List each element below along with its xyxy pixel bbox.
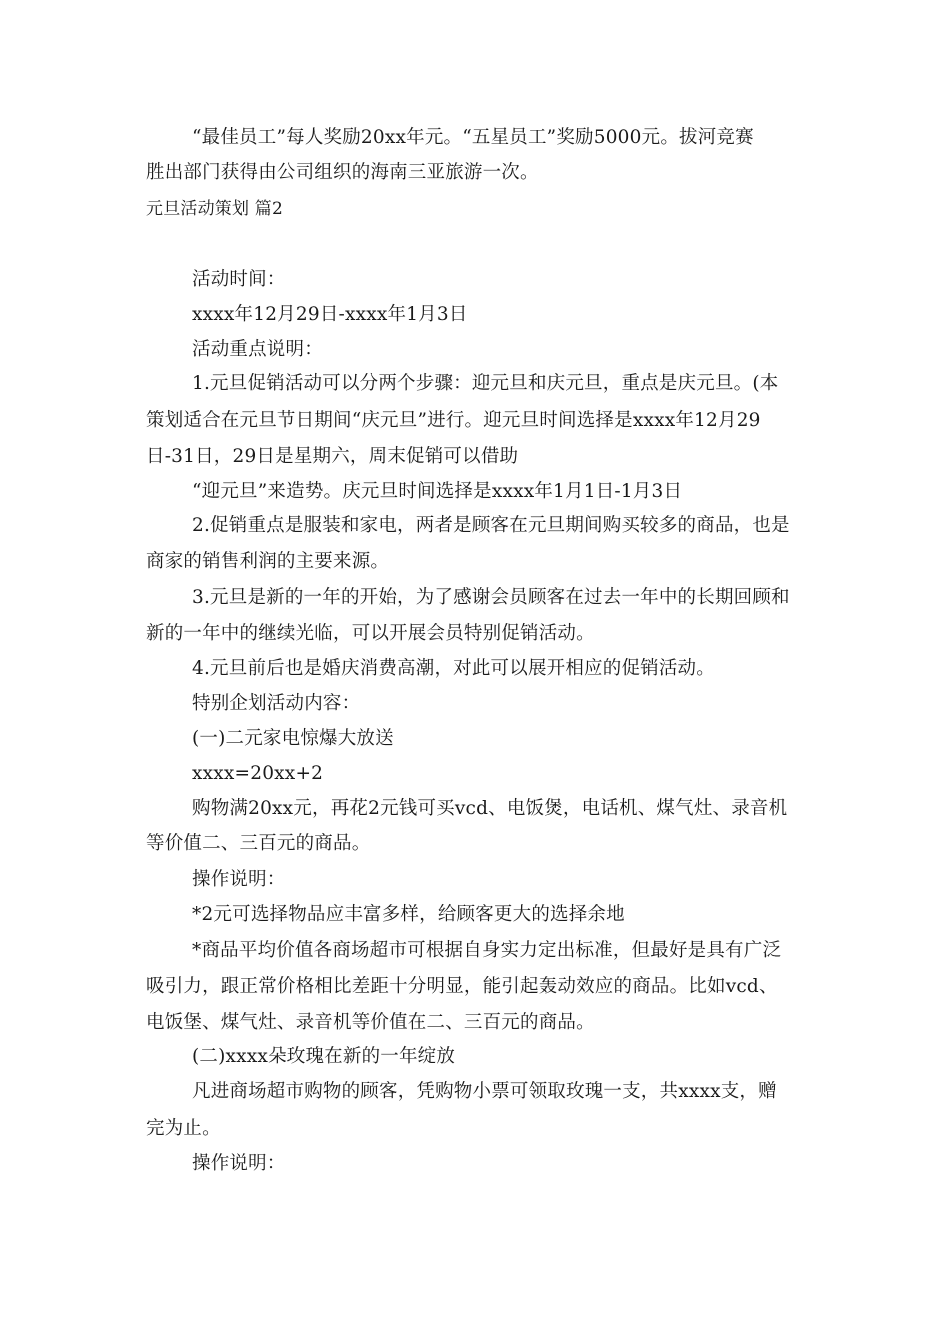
- paragraph-line: 特别企划活动内容：: [192, 693, 361, 714]
- paragraph-line: *2元可选择物品应丰富多样，给顾客更大的选择余地: [192, 904, 625, 925]
- paragraph-line: 操作说明：: [192, 869, 286, 890]
- paragraph-line: xxxx年12月29日-xxxx年1月3日: [192, 304, 468, 325]
- paragraph-line: xxxx=20xx+2: [192, 763, 324, 784]
- paragraph-line: 日-31日，29日是星期六，周末促销可以借助: [146, 446, 519, 467]
- paragraph-line: “最佳员工”每人奖励20xx年元。“五星员工”奖励5000元。拔河竞赛: [192, 127, 754, 148]
- paragraph-line: 2.促销重点是服装和家电，两者是顾客在元旦期间购买较多的商品，也是: [192, 515, 790, 536]
- paragraph-line: “迎元旦”来造势。庆元旦时间选择是xxxx年1月1日-1月3日: [192, 481, 683, 502]
- paragraph-line: 等价值二、三百元的商品。: [146, 833, 371, 854]
- paragraph-line: 凡进商场超市购物的顾客，凭购物小票可领取玫瑰一支，共xxxx支，赠: [192, 1081, 777, 1102]
- paragraph-line: 新的一年中的继续光临，可以开展会员特别促销活动。: [146, 623, 595, 644]
- paragraph-line: (一)二元家电惊爆大放送: [192, 728, 394, 749]
- paragraph-line: 完为止。: [146, 1118, 221, 1139]
- paragraph-line: 操作说明：: [192, 1153, 286, 1174]
- paragraph-line: *商品平均价值各商场超市可根据自身实力定出标准，但最好是具有广泛: [192, 940, 782, 961]
- paragraph-line: 1.元旦促销活动可以分两个步骤：迎元旦和庆元旦，重点是庆元旦。(本: [192, 373, 779, 394]
- paragraph-line: (二)xxxx朵玫瑰在新的一年绽放: [192, 1046, 456, 1067]
- paragraph-line: 胜出部门获得由公司组织的海南三亚旅游一次。: [146, 162, 539, 183]
- paragraph-line: 活动时间：: [192, 269, 286, 290]
- paragraph-line: 活动重点说明：: [192, 339, 323, 360]
- paragraph-line: 4.元旦前后也是婚庆消费高潮，对此可以展开相应的促销活动。: [192, 658, 715, 679]
- paragraph-line: 吸引力，跟正常价格相比差距十分明显，能引起轰动效应的商品。比如vcd、: [146, 976, 778, 997]
- paragraph-line: 3.元旦是新的一年的开始，为了感谢会员顾客在过去一年中的长期回顾和: [192, 587, 790, 608]
- paragraph-line: 商家的销售利润的主要来源。: [146, 551, 390, 572]
- paragraph-line: 购物满20xx元，再花2元钱可买vcd、电饭煲，电话机、煤气灶、录音机: [192, 798, 788, 819]
- paragraph-line: 策划适合在元旦节日期间“庆元旦”进行。迎元旦时间选择是xxxx年12月29: [146, 410, 761, 431]
- section-heading: 元旦活动策划 篇2: [146, 199, 284, 219]
- paragraph-line: 电饭堡、煤气灶、录音机等价值在二、三百元的商品。: [146, 1012, 595, 1033]
